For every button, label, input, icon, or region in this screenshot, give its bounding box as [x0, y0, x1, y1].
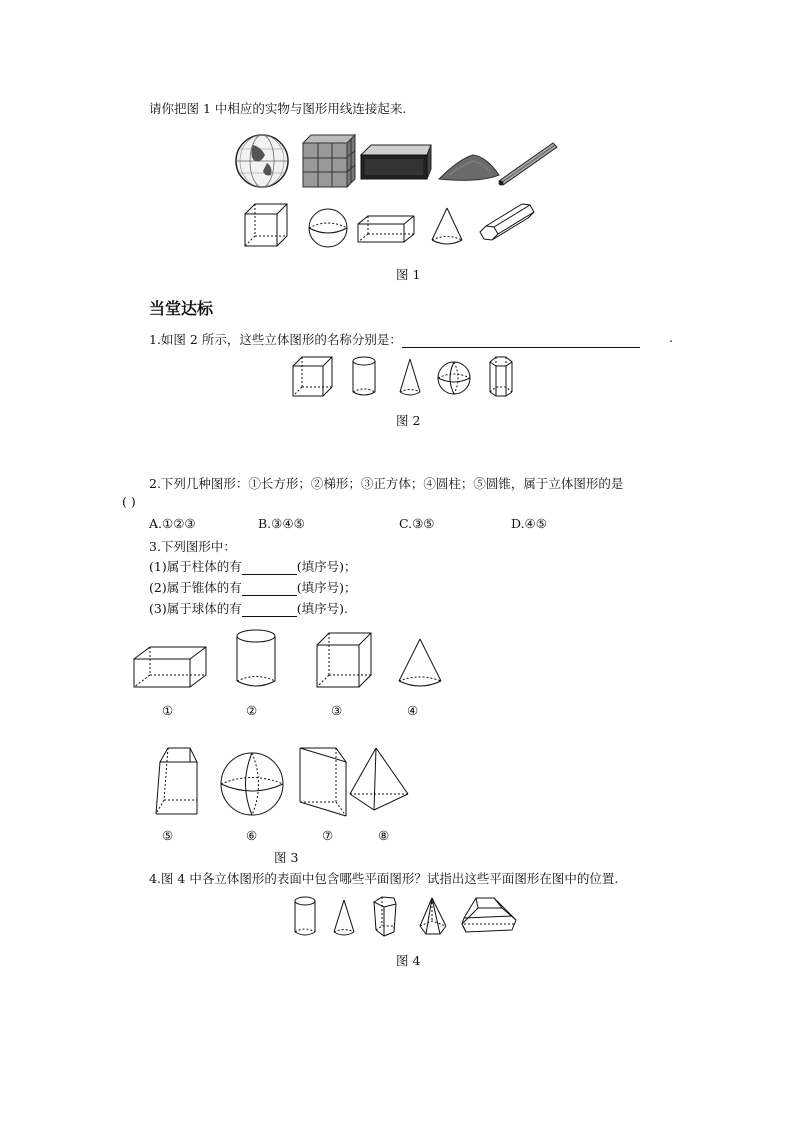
cube-icon: [293, 357, 332, 396]
question-2-option-c[interactable]: C.③⑤: [399, 516, 435, 531]
question-intro: 请你把图 1 中相应的实物与图形用线连接起来.: [149, 101, 407, 116]
figure-4: [290, 894, 520, 940]
question-2-option-d[interactable]: D.④⑤: [511, 516, 547, 531]
cube-icon: [245, 204, 287, 246]
question-1-text: 1.如图 2 所示，这些立体图形的名称分别是：: [149, 332, 402, 347]
frustum-icon: [156, 748, 197, 814]
cube-icon: [317, 633, 371, 687]
figure-3-caption: 图 3: [274, 850, 299, 865]
question-2-option-b[interactable]: B.③④⑤: [258, 516, 305, 531]
figure-3-label-2: ②: [246, 703, 258, 718]
cylinder-icon: [237, 630, 275, 686]
cylinder-icon: [353, 357, 375, 395]
figure-3-label-7: ⑦: [322, 828, 334, 843]
question-3-line-3-label: (3)属于球体的有: [149, 601, 242, 616]
question-3-line-2-suffix: (填序号)；: [296, 580, 357, 595]
question-3-blank-3[interactable]: [242, 601, 297, 617]
figure-1-caption: 图 1: [396, 267, 421, 282]
figure-4-caption: 图 4: [396, 953, 421, 968]
figure-3-label-4: ④: [407, 703, 419, 718]
globe-photo-icon: [236, 135, 288, 187]
book-photo-icon: [361, 145, 431, 179]
question-2-answer-paren[interactable]: ( ): [122, 494, 136, 509]
cone-icon: [399, 639, 441, 686]
question-3-line-1: [149, 557, 356, 575]
question-1-answer-blank[interactable]: [402, 332, 640, 348]
question-3-line-2-label: (2)属于锥体的有: [149, 580, 242, 595]
pentagonal-pyramid-icon: [420, 898, 446, 934]
question-3-line-1-suffix: (填序号)；: [296, 559, 357, 574]
figure-3-label-6: ⑥: [246, 828, 258, 843]
figure-3-label-3: ③: [331, 703, 343, 718]
question-3-blank-2[interactable]: [242, 580, 297, 596]
question-3-line-2: [149, 578, 356, 596]
figure-3-label-1: ①: [162, 703, 174, 718]
pyramid-icon: [350, 748, 408, 810]
figure-1-shapes: [240, 200, 540, 250]
hexagonal-prism-icon: [480, 204, 534, 240]
section-title: 当堂达标: [149, 299, 214, 318]
question-1-tail: .: [669, 330, 673, 345]
sand-pile-photo-icon: [439, 155, 499, 180]
cone-icon: [400, 359, 420, 395]
sphere-icon: [221, 753, 283, 815]
figure-2: [290, 354, 530, 400]
question-2-option-a[interactable]: A.①②③: [149, 516, 196, 531]
cone-icon: [432, 208, 462, 244]
question-3-title: 3.下列图形中：: [149, 539, 236, 554]
figure-3-label-5: ⑤: [162, 828, 174, 843]
sphere-icon: [438, 362, 470, 394]
figure-3-row-1: [130, 627, 450, 693]
pentagonal-prism-icon: [374, 897, 396, 936]
triangular-prism-icon: [300, 748, 346, 816]
cylinder-icon: [295, 897, 315, 935]
frustum-pyramid-icon: [462, 898, 516, 932]
figure-3-label-8: ⑧: [378, 828, 390, 843]
question-3-blank-1[interactable]: [242, 559, 297, 575]
rubiks-cube-photo-icon: [303, 135, 355, 187]
cuboid-icon: [134, 647, 206, 687]
sphere-icon: [309, 209, 347, 247]
cuboid-icon: [358, 216, 414, 242]
question-3-line-3: [149, 599, 348, 617]
question-2-text: 2.下列几种图形：①长方形；②梯形；③正方体；④圆柱；⑤圆锥，属于立体图形的是: [149, 476, 624, 491]
question-1: [149, 330, 640, 348]
question-3-line-1-label: (1)属于柱体的有: [149, 559, 242, 574]
cone-icon: [334, 900, 354, 935]
pencil-photo-icon: [499, 143, 558, 186]
question-3-line-3-suffix: (填序号).: [296, 601, 348, 616]
figure-3-row-2: [150, 744, 415, 822]
figure-2-caption: 图 2: [396, 413, 421, 428]
hexagonal-prism-icon: [490, 357, 512, 396]
question-4-text: 4.图 4 中各立体图形的表面中包含哪些平面图形？试指出这些平面图形在图中的位置.: [149, 871, 619, 886]
figure-1-photos: [235, 133, 565, 193]
